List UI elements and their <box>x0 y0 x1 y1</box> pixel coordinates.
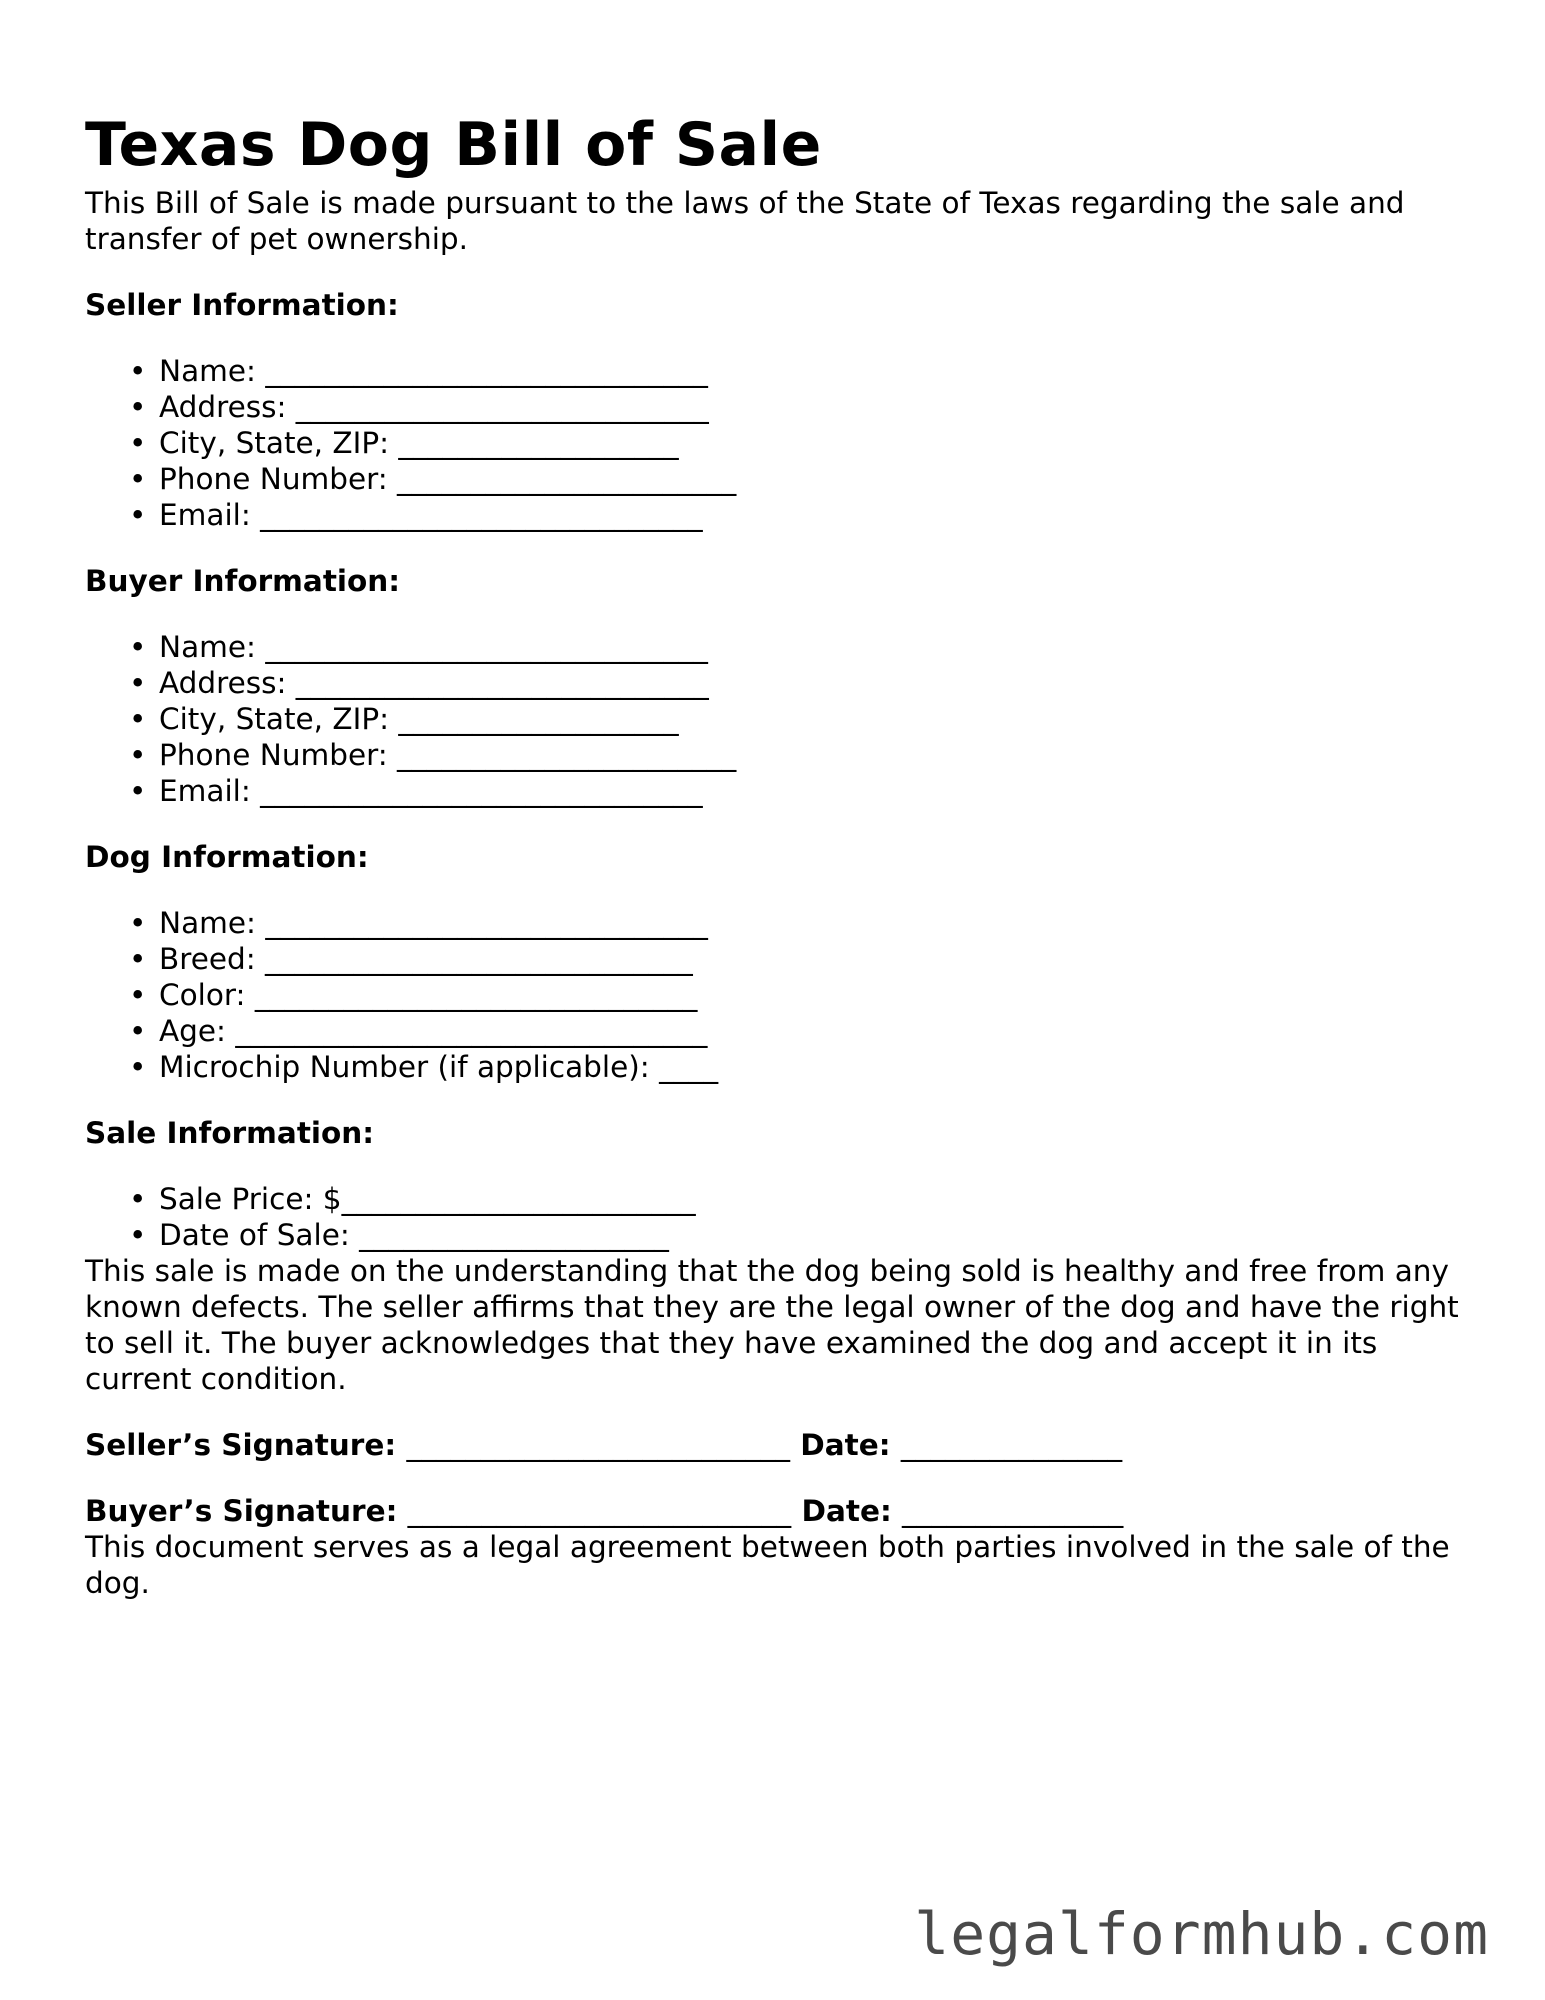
buyer-signature-line <box>85 1493 1465 1529</box>
sale-price-field[interactable]: • Sale Price: $________________________ <box>129 1182 696 1216</box>
bullet-icon: • <box>129 630 147 664</box>
bullet-icon: • <box>129 390 147 424</box>
buyer-phone-field[interactable]: • Phone Number: _______________________ <box>129 738 737 772</box>
seller-phone-field[interactable]: • Phone Number: _______________________ <box>129 462 737 496</box>
sale-section-heading: Sale Information: <box>85 1116 375 1150</box>
dog-fields-list <box>85 905 1465 1085</box>
bullet-icon: • <box>129 942 147 976</box>
bullet-icon: • <box>129 1182 147 1216</box>
seller-signature-line <box>85 1427 1465 1463</box>
buyer-name-field[interactable]: • Name: ______________________________ <box>129 630 708 664</box>
seller-city-state-zip-field[interactable]: • City, State, ZIP: ___________________ <box>129 426 679 460</box>
seller-signature-label: Seller’s Signature: <box>85 1428 397 1462</box>
seller-date-label: Date: <box>800 1428 891 1462</box>
buyer-city-state-zip-field[interactable]: • City, State, ZIP: ___________________ <box>129 702 679 736</box>
document-page <box>85 105 1465 1601</box>
seller-signature-field[interactable]: __________________________ <box>406 1428 790 1462</box>
bullet-icon: • <box>129 738 147 772</box>
bullet-icon: • <box>129 774 147 808</box>
seller-address-field[interactable]: • Address: ____________________________ <box>129 390 709 424</box>
bullet-icon: • <box>129 702 147 736</box>
bullet-icon: • <box>129 1050 147 1084</box>
terms-paragraph: This sale is made on the understanding that the dog being sold is healthy and free from any known defects. The seller affirms that they are the legal owner of the dog and have the right to sell it. The buyer acknowledges that they have examined the dog and accept it in its current condition. <box>85 1254 1459 1396</box>
buyer-address-field[interactable]: • Address: ____________________________ <box>129 666 709 700</box>
bullet-icon: • <box>129 1014 147 1048</box>
buyer-signature-label: Buyer’s Signature: <box>85 1494 398 1528</box>
buyer-date-field[interactable]: _______________ <box>902 1494 1124 1528</box>
dog-microchip-field[interactable]: • Microchip Number (if applicable): ____ <box>129 1050 719 1084</box>
bullet-icon: • <box>129 1218 147 1252</box>
seller-email-field[interactable]: • Email: ______________________________ <box>129 498 703 532</box>
dog-name-field[interactable]: • Name: ______________________________ <box>129 906 708 940</box>
buyer-date-label: Date: <box>801 1494 892 1528</box>
seller-name-field[interactable]: • Name: ______________________________ <box>129 354 708 388</box>
intro-paragraph: This Bill of Sale is made pursuant to the laws of the State of Texas regarding the sale and transfer of pet ownership. <box>85 186 1405 256</box>
bullet-icon: • <box>129 426 147 460</box>
buyer-section-heading: Buyer Information: <box>85 564 401 598</box>
closing-paragraph: This document serves as a legal agreement between both parties involved in the sale of the dog. <box>85 1530 1450 1600</box>
seller-fields-list <box>85 353 1465 533</box>
bullet-icon: • <box>129 462 147 496</box>
sale-fields-list <box>85 1181 1465 1253</box>
bullet-icon: • <box>129 354 147 388</box>
site-watermark: legalformhub.com <box>914 1900 1489 1968</box>
buyer-email-field[interactable]: • Email: ______________________________ <box>129 774 703 808</box>
dog-color-field[interactable]: • Color: ______________________________ <box>129 978 698 1012</box>
buyer-signature-field[interactable]: __________________________ <box>407 1494 792 1528</box>
bullet-icon: • <box>129 978 147 1012</box>
sale-date-field[interactable]: • Date of Sale: _____________________ <box>129 1218 669 1252</box>
dog-section-heading: Dog Information: <box>85 840 369 874</box>
document-title: Texas Dog Bill of Sale <box>85 110 822 180</box>
bullet-icon: • <box>129 498 147 532</box>
seller-date-field[interactable]: _______________ <box>900 1428 1123 1462</box>
buyer-fields-list <box>85 629 1465 809</box>
seller-section-heading: Seller Information: <box>85 288 399 322</box>
bullet-icon: • <box>129 906 147 940</box>
bullet-icon: • <box>129 666 147 700</box>
dog-age-field[interactable]: • Age: ________________________________ <box>129 1014 708 1048</box>
dog-breed-field[interactable]: • Breed: _____________________________ <box>129 942 693 976</box>
